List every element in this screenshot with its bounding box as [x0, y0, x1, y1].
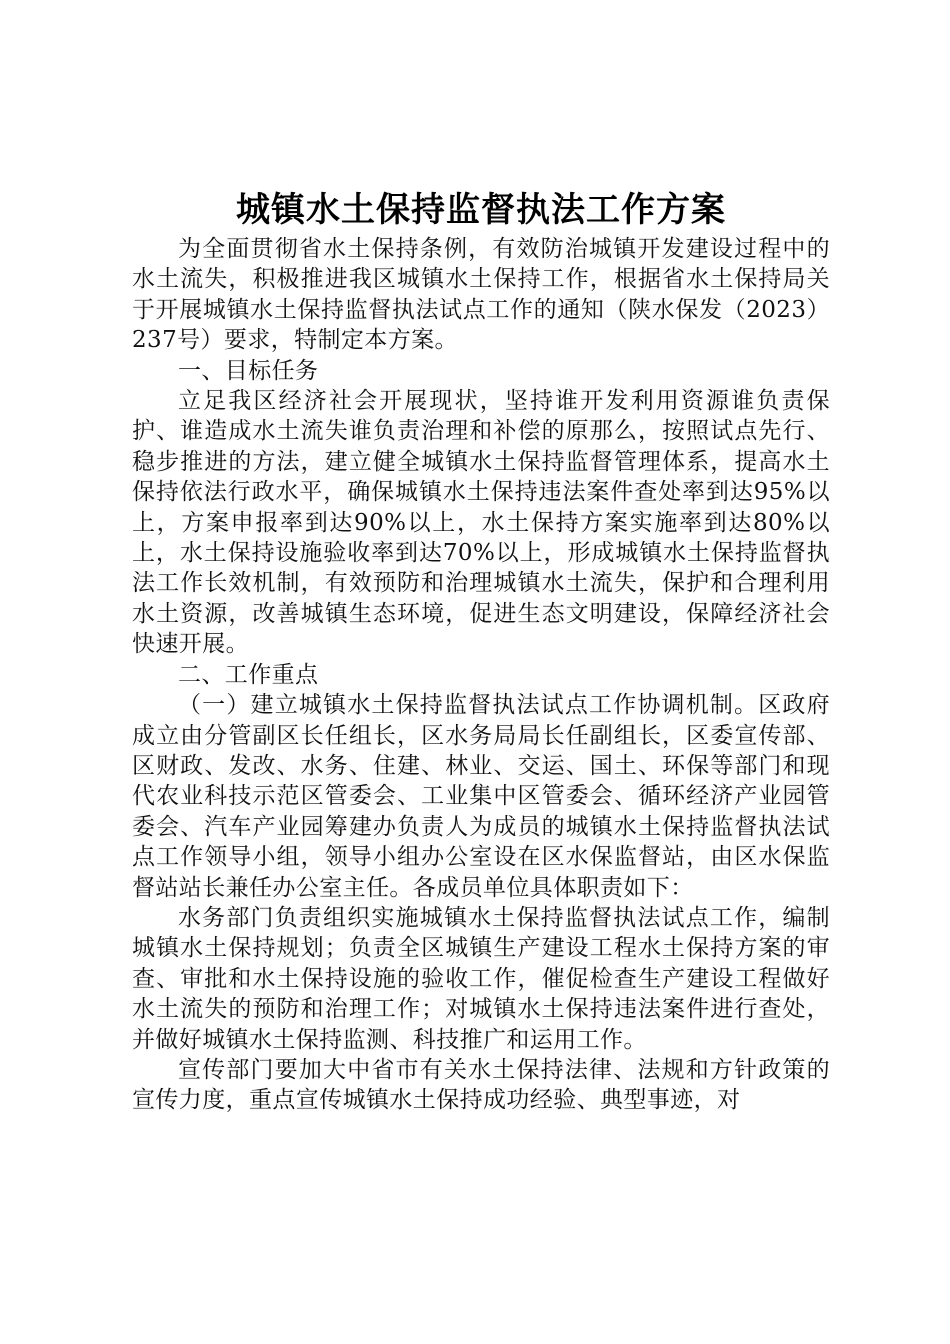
- publicity-dept-paragraph: 宣传部门要加大中省市有关水土保持法律、法规和方针政策的宣传力度，重点宣传城镇水土保持成功经验、典型事迹，对: [132, 1056, 830, 1114]
- coordination-paragraph: （一）建立城镇水土保持监督执法试点工作协调机制。区政府成立由分管副区长任组长，区水务局局长任副组长，区委宣传部、区财政、发改、水务、住建、林业、交运、国土、环保等部门和现代农业科技示范区管委会、工业集中区管委会、循环经济产业园管委会、汽车产业园筹建办负责人为成员的城镇水土保持监督执法试点工作领导小组，领导小组办公室设在区水保监督站，由区水保监督站站长兼任办公室主任。各成员单位具体职责如下：: [132, 692, 830, 901]
- water-dept-paragraph: 水务部门负责组织实施城镇水土保持监督执法试点工作，编制城镇水土保持规划；负责全区城镇生产建设工程水土保持方案的审查、审批和水土保持设施的验收工作，催促检查生产建设工程做好水土流失的预防和治理工作；对城镇水土保持违法案件进行查处，并做好城镇水土保持监测、科技推广和运用工作。: [132, 904, 830, 1053]
- section-heading-goals: 一、目标任务: [178, 357, 319, 384]
- section-heading-focus: 二、工作重点: [178, 661, 319, 688]
- intro-paragraph: 为全面贯彻省水土保持条例，有效防治城镇开发建设过程中的水土流失，积极推进我区城镇水土保持工作，根据省水土保持局关于开展城镇水土保持监督执法试点工作的通知（陕水保发（2023）237号）要求，特制定本方案。: [132, 236, 830, 354]
- goals-paragraph: 立足我区经济社会开展现状，坚持谁开发利用资源谁负责保护、谁造成水土流失谁负责治理和补偿的原那么，按照试点先行、稳步推进的方法，建立健全城镇水土保持监督管理体系，提高水土保持依法行政水平，确保城镇水土保持违法案件查处率到达95%以上，方案申报率到达90%以上，水土保持方案实施率到达80%以上，水土保持设施验收率到达70%以上，形成城镇水土保持监督执法工作长效机制，有效预防和治理城镇水土流失，保护和合理利用水土资源，改善城镇生态环境，促进生态文明建设，保障经济社会快速开展。: [132, 388, 830, 658]
- document-page: [132, 188, 830, 1116]
- document-title: 城镇水土保持监督执法工作方案: [236, 190, 726, 230]
